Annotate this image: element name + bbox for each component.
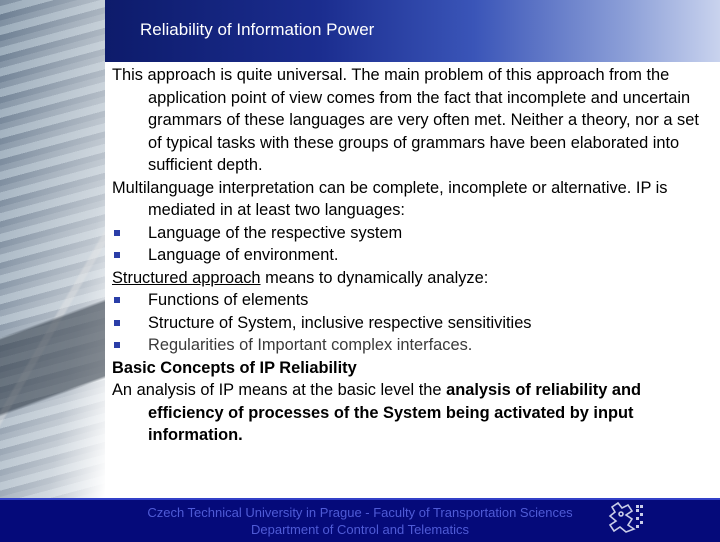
section-heading: Basic Concepts of IP Reliability [112,358,357,377]
list-item-label: Structure of System, inclusive respective sensitivities [148,313,532,332]
list-item-label: Language of the respective system [148,223,403,242]
footer-university: Czech Technical University in Prague - Faculty of Transportation Sciences [147,505,573,520]
paragraph-multilanguage: Multilanguage interpretation can be complete, incomplete or alternative. IP is mediated in at least two languages: [112,178,668,219]
list-item [112,244,714,267]
slide-content [112,64,714,447]
structured-approach-rest: means to dynamically analyze: [260,268,489,287]
square-bullet-icon [114,230,120,236]
list-item [112,222,714,245]
slide-title: Reliability of Information Power [140,20,375,39]
list-item [112,334,714,357]
ctu-lion-logo-icon [606,501,646,535]
paragraph-universal: This approach is quite universal. The main problem of this approach from the application point of view comes from the fact that incomplete and uncertain grammars of these languages are very often met. Neither a theory, nor a set of typical tasks with these groups of grammars have been elaborated into sufficient depth. [112,66,699,174]
side-road-overlay [0,230,105,498]
square-bullet-icon [114,342,120,348]
footer-text [120,504,600,538]
analysis-bold-text: analysis of reliability and efficiency of processes of the System being activated by input information. [148,381,642,444]
list-item [112,312,714,335]
analysis-text: An analysis of IP means at the basic level the [112,381,447,399]
list-item [112,289,714,312]
paragraph-structured [112,267,714,290]
list-item-label: Regularities of Important complex interfaces. [148,336,473,354]
paragraph-analysis [112,379,714,447]
list-item-label: Functions of elements [148,291,309,309]
square-bullet-icon [114,320,120,326]
list-item-label: Language of environment. [148,246,339,264]
square-bullet-icon [114,297,120,303]
footer-department: Department of Control and Telematics [251,522,469,537]
square-bullet-icon [114,252,120,258]
structured-approach-term: Structured approach [112,268,261,287]
